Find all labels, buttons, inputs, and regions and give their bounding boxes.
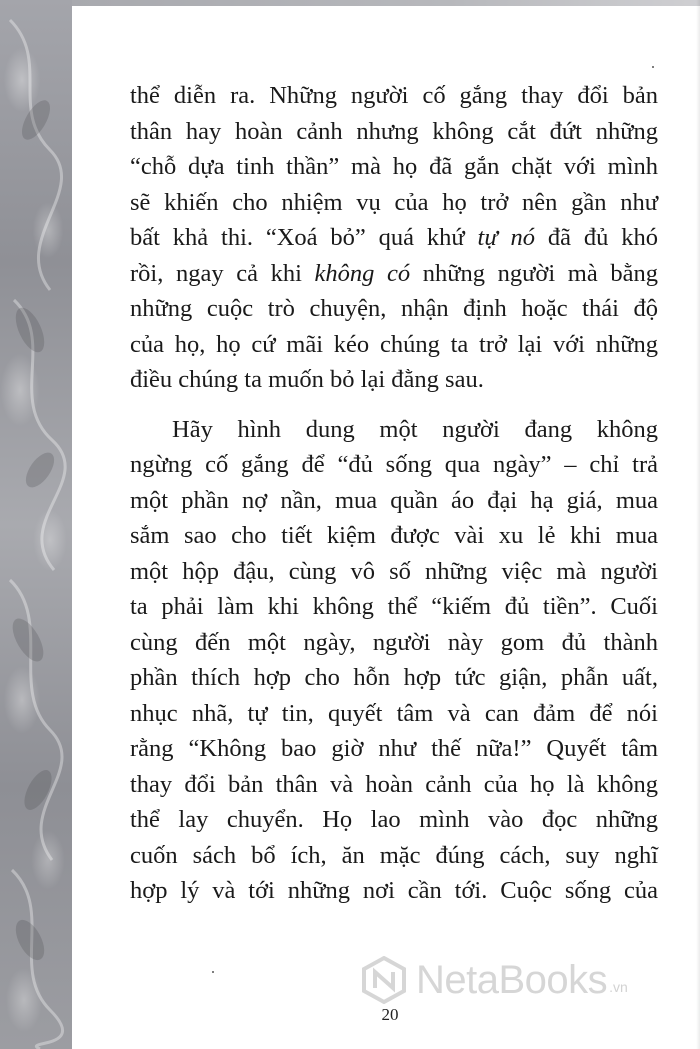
text-segment: đã đủ khó — [535, 224, 659, 251]
text-line: ngừng cố gắng để “đủ sống qua ngày” – chỉ trả — [130, 451, 658, 478]
text-line: của họ, họ cứ mãi kéo chúng ta trở lại với những — [130, 330, 658, 358]
text-line: một hộp đậu, cùng vô số những việc mà người — [130, 557, 658, 585]
text-segment: những người mà bằng — [410, 259, 658, 287]
italic-text: không có — [314, 259, 411, 287]
page-edge-shadow — [696, 0, 700, 1049]
text-line: thân hay hoàn cảnh nhưng không cắt đứt những — [130, 117, 658, 145]
text-line: ta phải làm khi không thể “kiếm đủ tiền”. Cuối — [130, 593, 658, 620]
paragraph-2 — [130, 412, 658, 909]
text-line — [130, 220, 658, 256]
print-speck — [652, 66, 654, 68]
top-ornament-edge — [72, 0, 700, 6]
text-line: thể lay chuyển. Họ lao mình vào đọc những — [130, 806, 658, 833]
text-line: thay đổi bản thân và hoàn cảnh của họ là không — [130, 770, 658, 798]
text-line: điều chúng ta muốn bỏ lại đằng sau. — [130, 366, 484, 393]
decorative-ornament-border — [0, 0, 72, 1049]
ornament-pattern — [0, 0, 72, 1049]
page-text — [130, 78, 658, 909]
watermark-brand: NetaBooks — [416, 957, 608, 1002]
italic-text: tự nó — [477, 224, 536, 251]
text-segment: bất khả thi. “Xoá bỏ” quá khứ — [130, 224, 478, 251]
text-segment: rồi, ngay cả khi — [130, 259, 315, 287]
text-line: nhục nhã, tự tin, quyết tâm và can đảm để nói — [130, 699, 658, 727]
watermark-suffix: .vn — [609, 979, 628, 995]
text-line: Hãy hình dung một người đang không — [172, 415, 658, 443]
netabooks-logo-icon — [360, 956, 408, 1004]
paragraph-spacer — [130, 398, 658, 412]
text-line: thể diễn ra. Những người cố gắng thay đổi bản — [130, 82, 658, 109]
text-line: sẽ khiến cho nhiệm vụ của họ trở nên gần như — [130, 188, 658, 216]
text-line: hợp lý và tới những nơi cần tới. Cuộc sống của — [130, 877, 658, 904]
page-number: 20 — [381, 1005, 399, 1024]
text-line: “chỗ dựa tinh thần” mà họ đã gắn chặt với mình — [130, 153, 658, 180]
text-line — [130, 256, 658, 292]
text-line: cuốn sách bổ ích, ăn mặc đúng cách, suy nghĩ — [130, 841, 658, 869]
text-line: rằng “Không bao giờ như thế nữa!” Quyết tâm — [130, 735, 658, 762]
text-line: một phần nợ nần, mua quần áo đại hạ giá, mua — [130, 486, 658, 514]
text-line: sắm sao cho tiết kiệm được vài xu lẻ khi mua — [130, 522, 658, 549]
print-speck — [212, 971, 214, 973]
paragraph-1 — [130, 78, 658, 398]
text-line: cùng đến một ngày, người này gom đủ thành — [130, 628, 658, 656]
text-line: phần thích hợp cho hỗn hợp tức giận, phẫn uất, — [130, 664, 658, 691]
text-line: những cuộc trò chuyện, nhận định hoặc thái độ — [130, 295, 658, 322]
